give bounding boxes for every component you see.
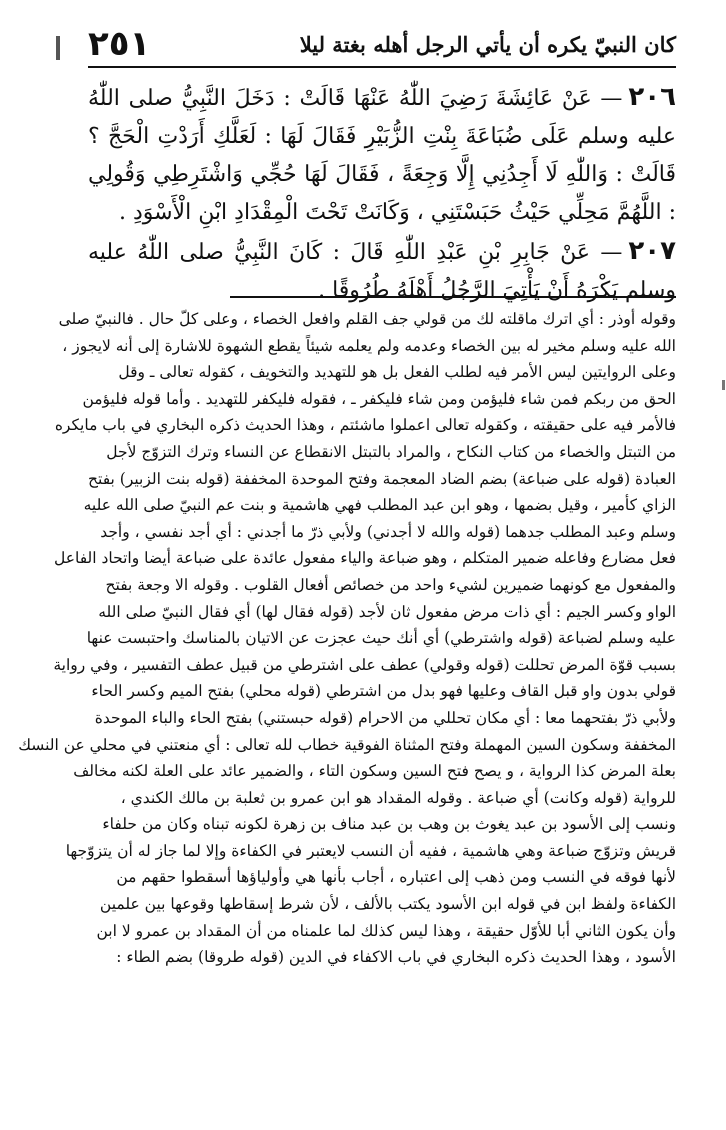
- commentary-line: ونسب إلى الأسود بن عبد يغوث بن وهب بن عبد مناف بن زهرة لكونه تبناه وكان من حلفاء: [102, 815, 676, 834]
- commentary-line: وعلى الروايتين ليس الأمر فيه لطلب الفعل بل هو للتهديد والتخويف ، كقوله تعالى ـ وقل: [118, 363, 676, 382]
- commentary-line: للرواية (قوله وكانت) أي ضباعة . وقوله المقداد هو ابن عمرو بن ثعلبة بن مالك الكندي ،: [120, 788, 676, 807]
- margin-mark: [56, 36, 60, 60]
- commentary-line: وقوله أوذر : أي اترك ماقلته لك من قولي جف القلم وافعل الخصاء ، وعلى كلّ حال . فالنبيّ صلى: [58, 310, 676, 328]
- commentary-line: وأن يكون الثاني أبا للأوّل حقيقة ، وهذا ليس كذلك لما علمناه من أن المقداد بن عمرو لا ابن: [96, 921, 676, 940]
- commentary-line: من التبتل والخصاء من كتاب النكاح ، والمراد بالتبتل الانقطاع عن النساء وترك التزوّج لأجل: [106, 442, 676, 461]
- commentary-line: وسلم وعبد المطلب جدهما (قوله والله لا أجدني) ولأبي ذرّ ما أجدني : أي أجد نفسي ، وأجد: [100, 522, 676, 541]
- commentary: [18, 306, 676, 971]
- commentary-line: قريش وتزوّج ضباعة وهي هاشمية ، ففيه أن النسب لايعتبر في الكفاءة وإلا لما جاز له أن يتزوّجها: [65, 841, 676, 860]
- commentary-line: العبادة (قوله على ضباعة) بضم الضاد المعجمة وفتح الموحدة المخففة (قوله بنت الزبير) بفتح: [88, 469, 676, 488]
- commentary-line: الحق من ربكم فمن شاء فليؤمن ومن شاء فليكفر ـ ، فقوله فليكفر للتهديد . وأما قوله فليؤمن: [82, 389, 676, 408]
- commentary-line: الله عليه وسلم مخير له بين الخصاء وعدمه ولم يعلمه شيئاً يقطع الشهوة للاشارة إلى أنه لايجوز ،: [62, 336, 676, 355]
- commentary-line: والمفعول مع كونهما ضميرين لشيء واحد من خصائص أفعال القلوب . وقوله الا وجعة بفتح: [105, 575, 676, 594]
- section-divider: [230, 296, 676, 298]
- commentary-line: بسبب قوّة المرض تحللت (قوله وقولي) عطف على اشترطي من قبيل عطف التفسير ، وفي رواية: [53, 655, 676, 674]
- hadith-207: [88, 232, 676, 310]
- hadith-text: — عَنْ جَابِرِ بْنِ عَبْدِ اللّٰهِ قَالَ : كَانَ النَّبِيُّ صلى اللّٰهُ عليه وسلم يَكْرَهُ أَنْ يَأْتِيَ الرَّجُلُ أَهْلَهُ طُرُوقًا .: [88, 240, 676, 303]
- hadith-text: — عَنْ عَائِشَةَ رَضِيَ اللّٰهُ عَنْهَا قَالَتْ : دَخَلَ النَّبِيُّ صلى اللّٰهُ عليه وسلم عَلَى ضُبَاعَةَ بِنْتِ الزُّبَيْرِ فَقَالَ لَهَا : لَعَلَّكِ أَرَدْتِ الْحَجَّ ؟ قَالَتْ : وَاللّٰهِ لَا أَجِدُنِي إِلَّا وَجِعَةً ، فَقَالَ لَهَا حُجِّي وَاشْتَرِطِي وَقُولِي : اللَّهُمَّ مَحِلِّي حَيْثُ حَبَسْتَنِي ، وَكَانَتْ تَحْتَ الْمِقْدَادِ ابْنِ الْأَسْوَدِ .: [88, 86, 676, 225]
- running-title: كان النبيّ يكره أن يأتي الرجل أهله بغتة ليلا: [299, 31, 676, 57]
- commentary-line: لأنها فوقه في النسب ومن ذهب إلى اعتباره ، أجاب بأنها هي وأولياؤها أسقطوا حقهم من: [116, 868, 676, 887]
- hadith-number: ٢٠٦: [628, 82, 676, 112]
- edge-mark: [722, 380, 725, 390]
- commentary-line: المخففة وسكون السين المهملة وفتح المثناة الفوقية خطاب لله تعالى : أي منعتني في محلي عن النسك: [18, 735, 676, 754]
- commentary-line: بعلة المرض كذا الرواية ، و يصح فتح السين وسكون التاء ، والضمير عائد على العلة لكنه مخالف: [73, 762, 676, 781]
- commentary-line: الواو وكسر الجيم : أي ذات مرض مفعول ثان لأجد (قوله فقال لها) أي فقال النبيّ صلى الله: [98, 602, 676, 621]
- commentary-line: فعل مضارع وفاعله ضمير المتكلم ، وهو ضباعة والياء مفعول عائدة على ضباعة أيضا واتحاد الفاعل: [53, 549, 676, 568]
- commentary-line: فالأمر فيه على حقيقته ، وكقوله تعالى اعملوا ماشئتم ، وهذا الحديث ذكره البخاري في باب مايكره: [54, 416, 676, 435]
- commentary-line: عليه وسلم لضباعة (قوله واشترطي) أي أنك حيث عجزت عن الاتيان بالمناسك واحتبست عنها: [86, 629, 676, 648]
- page-header: [88, 22, 676, 68]
- hadith-number: ٢٠٧: [628, 236, 676, 266]
- hadith-206: [88, 78, 676, 232]
- commentary-line: قولي بدون واو قبل القاف وعليها فهو بدل من اشترطي (قوله محلي) بفتح الميم وكسر الحاء: [91, 682, 676, 701]
- page-number: ٢٥١: [88, 24, 151, 64]
- commentary-line: الكفاءة ولفظ ابن في قوله ابن الأسود يكتب بالألف ، لأن شرط إسقاطها وقوعها بين علمين: [99, 895, 676, 914]
- commentary-line: الزاي كأمير ، وقيل بضمها ، وهو ابن عبد المطلب فهي هاشمية و بنت عم النبيّ صلى الله عليه: [83, 496, 676, 515]
- hadith-section: [88, 78, 676, 310]
- commentary-line: الأسود ، وهذا الحديث ذكره البخاري في باب الاكفاء في الدين (قوله طروقا) بضم الطاء :: [116, 948, 676, 967]
- commentary-line: ولأبي ذرّ بفتحهما معا : أي مكان تحللي من الاحرام (قوله حبستني) بفتح الحاء والباء الموحدة: [94, 708, 676, 727]
